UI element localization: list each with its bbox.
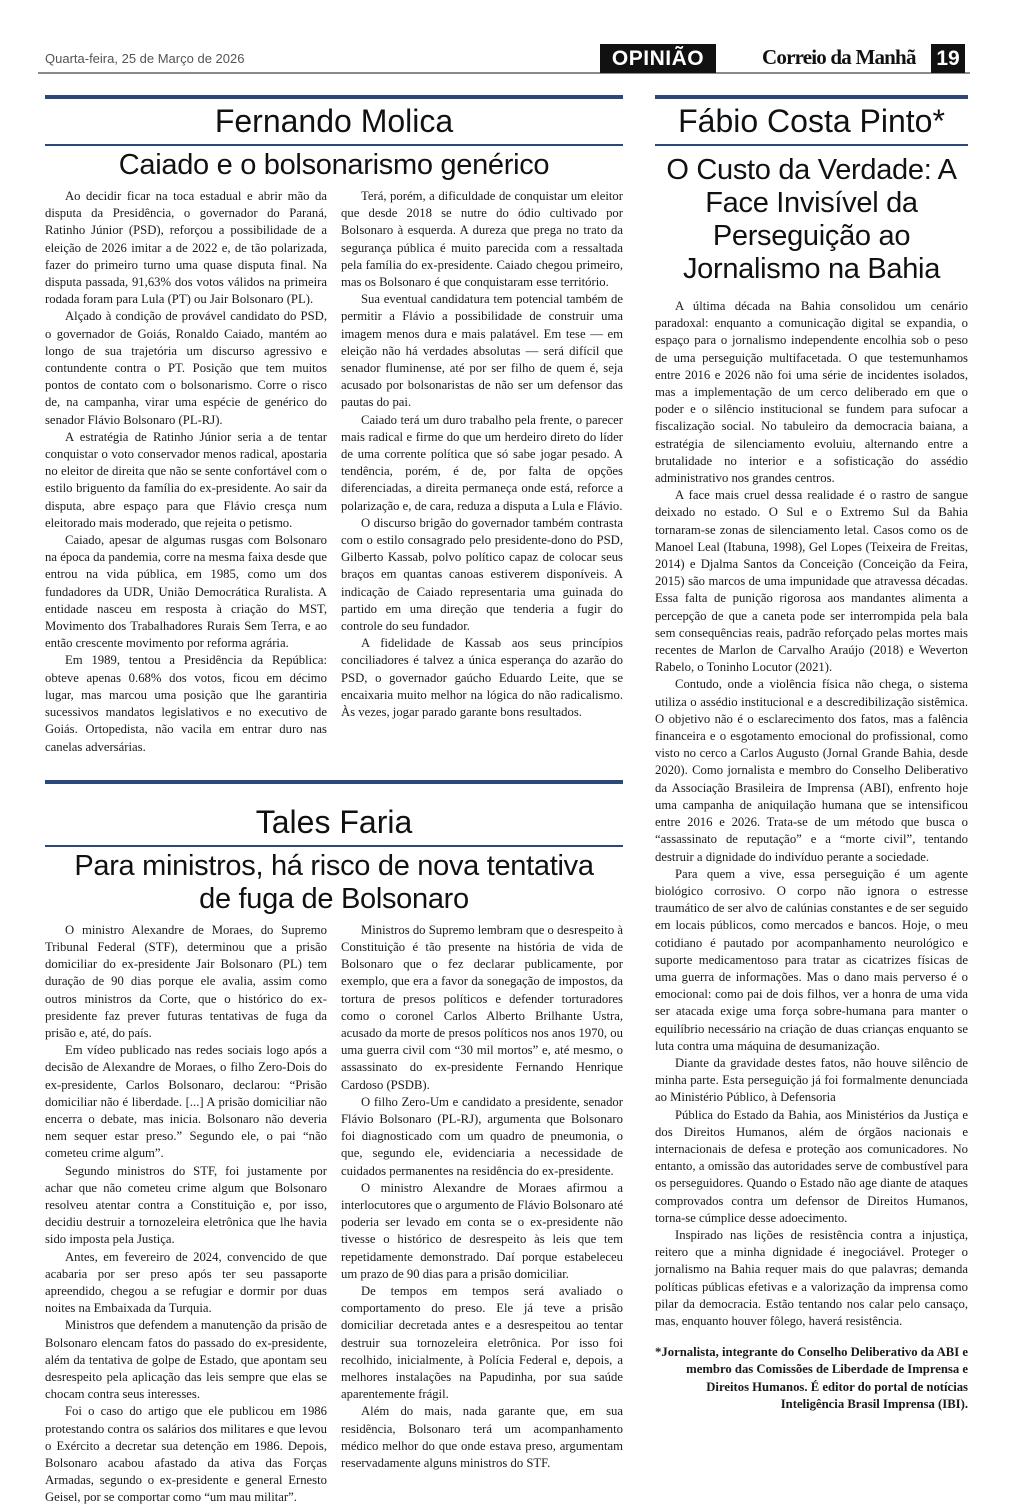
paragraph: De tempos em tempos será avaliado o comportamento do preso. Ele já teve a prisão domiciliar decretada antes e a desrespeitou ao tentar destruir sua tornozeleira eletrônica. Por isso foi recolhido, inicialmente, à Polícia Federal e, depois, a melhores instalações na Papudinha, por sua saúde aparentemente frágil.	[341, 1283, 623, 1402]
author-divider	[45, 144, 623, 146]
column-top-bar	[655, 95, 968, 99]
paragraph: Pública do Estado da Bahia, aos Ministérios da Justiça e dos Direitos Humanos, além de órgãos nacionais e internacionais de defesa e proteção aos comunicadores. No entanto, a omissão das autoridades serve de combustível para os perseguidores. Quando o Estado não age diante de ataques comprovados contra um defensor de Direitos Humanos, torna-se cúmplice desse adoecimento.	[655, 1107, 968, 1225]
article-body	[45, 922, 623, 1507]
section-label: OPINIÃO	[600, 44, 716, 73]
article-headline: Caiado e o bolsonarismo genérico	[118, 149, 550, 181]
author-name: Fábio Costa Pinto*	[678, 103, 945, 139]
column-top-bar	[45, 780, 623, 784]
paragraph: Para quem a vive, essa perseguição é um agente biológico corrosivo. O corpo não ignora o estresse traumático de ser alvo de calúnias constantes e de ser seguido em locais públicos, como mercados e bancos. Hoje, o meu cotidiano é pautado por acompanhamento neurológico e suporte medicamentoso para tratar as cicatrizes físicas de uma guerra de informações. Mas o dano mais perverso é o emocional: como pai de dois filhos, ver a honra de uma vida ser atacada exige uma força sobre-humana para manter o equilíbrio necessário na criação de duas crianças enquanto se luta contra uma máquina de desumanização.	[655, 866, 968, 1053]
paragraph: O filho Zero-Um e candidato a presidente, senador Flávio Bolsonaro (PL-RJ), argumenta que Bolsonaro foi diagnosticado com um quadro de pneumonia, o que, segundo ele, evidenciaria a necessidade de cuidados permanentes na residência do ex-presidente.	[341, 1094, 623, 1178]
paragraph: Em 1989, tentou a Presidência da República: obteve apenas 0.68% dos votos, ficou em décimo lugar, mas marcou uma posição que lhe garantiria sucessivos mandatos legislativos e no executivo de Goiás. Ortopedista, não vacila em entrar duro nas canelas adversárias.	[45, 653, 327, 754]
paragraph: Sua eventual candidatura tem potencial também de permitir a Flávio a possibilidade de construir uma imagem menos dura e mais palatável. Em tese — em eleição não há verdades absolutas — será difícil que senador fluminense, até por ser filho de quem é, seja acusado por bolsonaristas de não ser um defensor das pautas do pai.	[341, 292, 623, 410]
paragraph: Terá, porém, a dificuldade de conquistar um eleitor que desde 2018 se nutre do ódio cultivado por Bolsonaro à esquerda. A dureza que prega no trato da segurança pública é muito parecida com a ressaltada pela família do ex-presidente. Caiado chegou primeiro, mas os Bolsonaro é que conquistaram esse território.	[341, 189, 623, 290]
paragraph: O discurso brigão do governador também contrasta com o estilo consagrado pelo presidente-dono do PSD, Gilberto Kassab, polvo político capaz de colocar seus braços em quantas canoas estiverem disponíveis. A indicação de Caiado representaria uma guinada do partido em uma direção que tenderia a fugir do controle do seu fundador.	[341, 515, 623, 634]
paragraph: Contudo, onde a violência física não chega, o sistema utiliza o assédio institucional e a descredibilização sistêmica. O objetivo não é o esclarecimento dos fatos, mas a falência financeira e o esgotamento emocional do profissional, como visto no cerco a Carlos Augusto (Jornal Grande Bahia, desde 2020). Como jornalista e membro do Conselho Deliberativo da Associação Brasileira de Imprensa (ABI), enfrento hoje uma campanha de aniquilação humana que se intensificou entre 2016 e 2026. Trata-se de um método que busca o “assassinato de reputação” e a “morte civil”, tentando destruir a dignidade do indivíduo perante a sociedade.	[655, 677, 968, 864]
paragraph: Ministros que defendem a manutenção da prisão de Bolsonaro elencam fatos do passado do ex-presidente, além da tentativa de golpe de Estado, que apontam seu desrespeito pela aplicação das leis sempre que elas se chocam contra seus interesses.	[45, 1318, 327, 1402]
article-gap	[45, 756, 623, 780]
author-footnote: *Jornalista, integrante do Conselho Deliberativo da ABI e membro das Comissões de Liberdade de Imprensa e Direitos Humanos. É editor do portal de notícias Inteligência Brasil Imprensa (IBI).	[655, 1345, 968, 1411]
paragraph: A estratégia de Ratinho Júnior seria a de tentar conquistar o voto conservador menos radical, apostaria no eleitor de direita que não se sente confortável com o estilo briguento da família do ex-presidente. Ao sair da disputa, abre espaço para que Flávio cresça num eleitorado mais moderado, que rejeita o petismo.	[45, 429, 327, 530]
author-divider	[45, 845, 623, 847]
article-headline: Para ministros, há risco de nova tentativa de fuga de Bolsonaro	[74, 849, 594, 915]
paragraph: A fidelidade de Kassab aos seus princípios conciliadores é talvez a única esperança do azarão do PSD, o governador gaúcho Eduardo Leite, que se encaixaria muito melhor na lógica do não radicalismo. Às vezes, jogar parado garante bons resultados.	[341, 636, 623, 720]
paragraph: Segundo ministros do STF, foi justamente por achar que não cometeu crime algum que Bolsonaro resolveu atentar contra a Constituição e, por isso, decidiu destruir a tornozeleira eletrônica que lhe havia sido imposta pela Justiça.	[45, 1163, 327, 1247]
article-headline: O Custo da Verdade: A Face Invisível da Perseguição ao Jornalismo na Bahia	[666, 154, 957, 285]
paragraph: O ministro Alexandre de Moraes, do Supremo Tribunal Federal (STF), determinou que a prisão domiciliar do ex-presidente Jair Bolsonaro (PL) tem duração de 90 dias porque ele avalia, assim como outros ministros da Corte, que o histórico do ex-presidente faz prever futuras tentativas de fuga da prisão e, até, do país.	[45, 922, 327, 1040]
paragraph: Inspirado nas lições de resistência contra a injustiça, reitero que a minha dignidade é inegociável. Proteger o jornalismo na Bahia requer mais do que palavras; demanda políticas públicas efetivas e a valorização da imprensa como pilar da democracia. Estão tentando nos calar pelo cansaço, mas, enquanto houver fôlego, haverá resistência.	[655, 1227, 968, 1328]
left-section	[45, 95, 623, 1507]
paragraph: Ao decidir ficar na toca estadual e abrir mão da disputa da Presidência, o governador do Paraná, Ratinho Júnior (PSD), reforçou a possibilidade de a eleição de 2026 imitar a de 2022 e, de tão polarizada, fazer do primeiro turno uma quase disputa final. Na disputa passada, 91,63% dos votos válidos na primeira rodada foram para Lula (PT) ou Jair Bolsonaro (PL).	[45, 189, 327, 307]
author-name: Tales Faria	[255, 803, 413, 840]
paragraph: Caiado terá um duro trabalho pela frente, o parecer mais radical e firme do que um herdeiro direto do líder de uma corrente política que só sabe jogar pesado. A tendência, porém, é de, por falta de opções diferenciadas, a direita permaneça onde está, reforce a polarização e, de cara, reduza a disputa a Lula e Flávio.	[341, 412, 623, 513]
page-number: 19	[931, 44, 965, 73]
newspaper-logo: Correio da Manhã	[762, 45, 916, 69]
paragraph: Ministros do Supremo lembram que o desrespeito à Constituição é tão presente na história de vida de Bolsonaro que o fez declarar publicamente, por exemplo, que era a favor da sonegação de impostos, da tortura de presos políticos e defender torturadores como o coronel Carlos Alberto Brilhante Ustra, acusado da morte de presos políticos nos anos 1970, ou uma guerra civil com “30 mil mortos” e, até mesmo, o assassinato do ex-presidente Fernando Henrique Cardoso (PSDB).	[341, 922, 623, 1092]
article-body	[655, 298, 968, 1330]
paragraph: O ministro Alexandre de Moraes afirmou a interlocutores que o argumento de Flávio Bolsonaro até poderia ser levado em conta se o ex-presidente não tivesse o histórico de desrespeito às leis que tem repetidamente demonstrado. Daí porque estabeleceu um prazo de 90 dias para a prisão domiciliar.	[341, 1180, 623, 1281]
paragraph: Antes, em fevereiro de 2024, convencido de que acabaria por ser preso após ter seu passaporte apreendido, chegou a se refugiar e dormir por duas noites na Embaixada da Turquia.	[45, 1249, 327, 1316]
paragraph: A última década na Bahia consolidou um cenário paradoxal: enquanto a comunicação digital se expandia, o espaço para o jornalismo independente encolhia sob o peso de uma perseguição multifacetada. O que testemunhamos entre 2016 e 2026 não foi uma série de incidentes isolados, mas a implementação de um cerco deliberado em que o poder e o silêncio institucional se fundem para sufocar a fiscalização social. No tabuleiro da democracia baiana, a estratégia de silenciamento evoluiu, alternando entre a brutalidade no interior e a sofisticação do assédio administrativo nos grandes centros.	[655, 299, 968, 486]
column-top-bar	[45, 95, 623, 99]
right-section	[655, 95, 968, 1413]
paragraph: Foi o caso do artigo que ele publicou em 1986 protestando contra os salários dos militares e que levou o Exército a decretar sua detenção em 1986. Depois, Bolsonaro acabou afastado da ativa das Forças Armadas, segundo o ex-presidente e general Ernesto Geisel, por se comportar como “um mau militar”.	[45, 1404, 327, 1505]
paragraph: Em vídeo publicado nas redes sociais logo após a decisão de Alexandre de Moraes, o filho Zero-Dois do ex-presidente, Carlos Bolsonaro, declarou: “Prisão domiciliar não é liberdade. [...] A prisão domiciliar não encerra o debate, mas inicia. Bolsonaro não deveria nem sequer estar preso.” Segundo ele, o pai “não cometeu crime algum”.	[45, 1043, 327, 1161]
paragraph: A face mais cruel dessa realidade é o rastro de sangue deixado no estado. O Sul e o Extremo Sul da Bahia tornaram-se zonas de silenciamento letal. Casos como os de Manoel Leal (Itabuna, 1998), Gel Lopes (Teixeira de Freitas, 2014) e Djalma Santos da Conceição (Conceição da Feira, 2015) são marcos de uma impunidade que atravessa décadas. Essa falta de punição rigorosa aos mandantes alimenta a percepção de que a caneta pode ser interrompida pela bala sem consequências reais, padrão reforçado pelas mortes mais recentes de Marlon de Carvalho Araújo (2018) e Weverton Rabelo, o Toninho Locutor (2021).	[655, 488, 968, 675]
author-divider	[655, 144, 968, 146]
paragraph: Caiado, apesar de algumas rusgas com Bolsonaro na época da pandemia, corre na mesma faixa desde que entrou na vida pública, em 1985, como um dos fundadores da UDR, União Democrática Ruralista. A entidade nasceu em resposta à criação do MST, Movimento dos Trabalhadores Rurais Sem Terra, e ao então crescente movimento por reforma agrária.	[45, 533, 327, 651]
paragraph: Alçado à condição de provável candidato do PSD, o governador de Goiás, Ronaldo Caiado, mantém ao longo de sua trajetória um discurso agressivo e contundente contra o PT. Posição que tem muitos pontos de contato com o bolsonarismo. Corre o risco de, na campanha, virar uma espécie de genérico do senador Flávio Bolsonaro (PL-RJ).	[45, 309, 327, 427]
article-body	[45, 188, 623, 756]
header-divider	[38, 72, 970, 74]
edition-date: Quarta-feira, 25 de Março de 2026	[45, 51, 245, 66]
paragraph: Diante da gravidade destes fatos, não houve silêncio de minha parte. Esta perseguição já foi formalmente denunciada ao Ministério Público, à Defensoria	[655, 1055, 968, 1105]
author-name: Fernando Molica	[214, 103, 454, 139]
paragraph: Além do mais, nada garante que, em sua residência, Bolsonaro terá um acompanhamento médico melhor do que onde estava preso, argumentam reservadamente alguns ministros do STF.	[341, 1404, 623, 1470]
